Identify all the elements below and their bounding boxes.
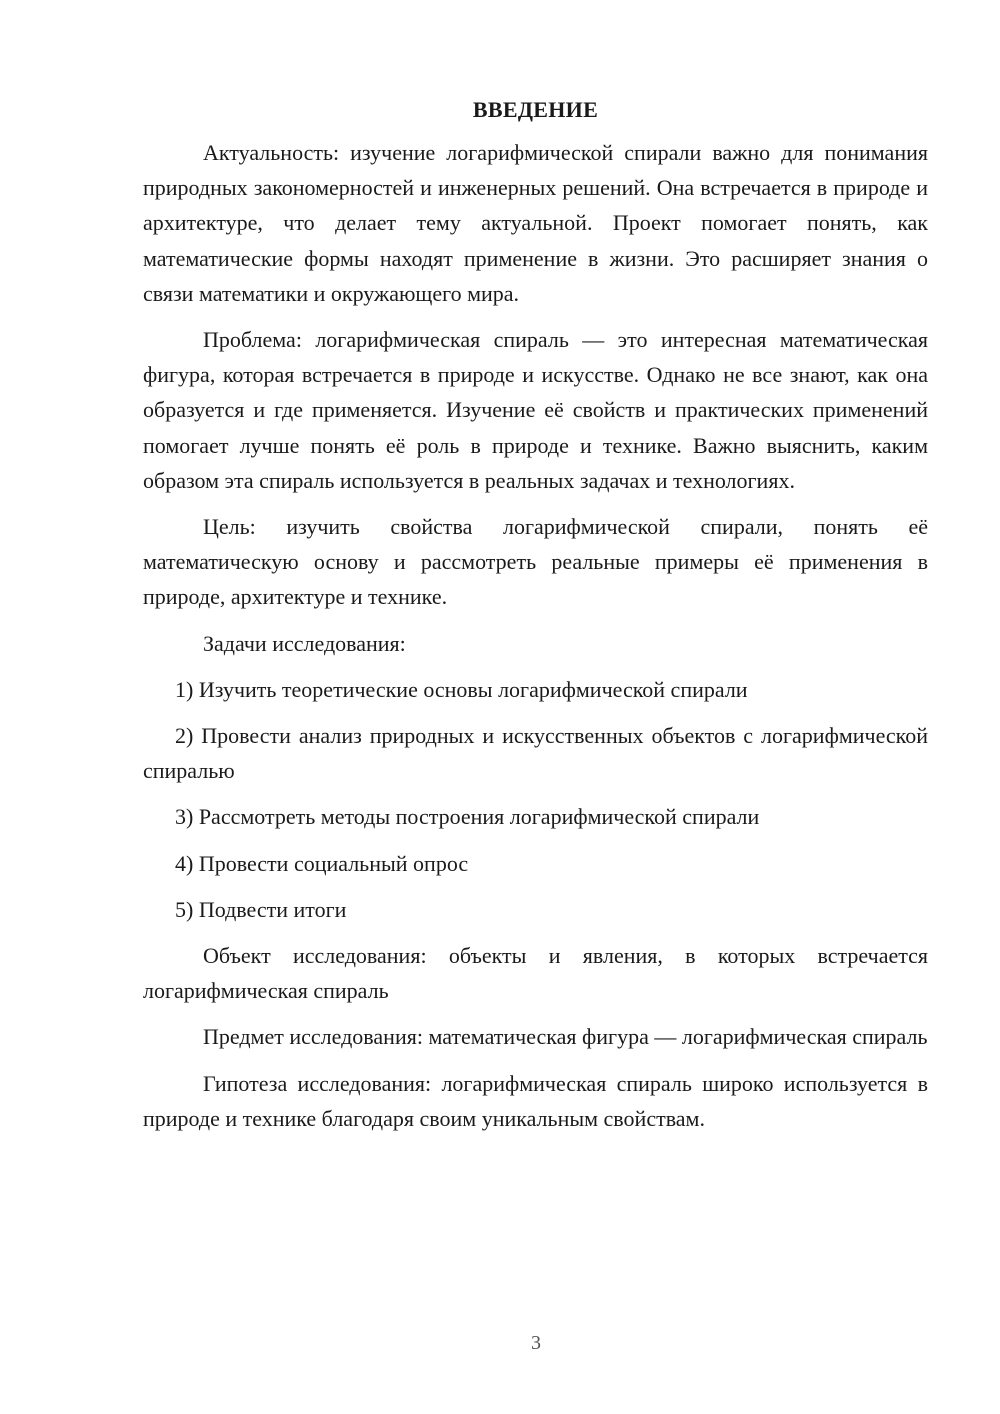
- task-item: 5) Подвести итоги: [175, 896, 347, 922]
- paragraph-relevance: Актуальность: изучение логарифмической спирали важно для понимания природных закономерностей и инженерных решений. Она встречается в природе и архитектуре, что делает тему актуальной. Проект помогает понять, как математические формы находят применение в жизни. Это расширяет знания о связи математики и окружающего мира.: [143, 140, 928, 306]
- paragraph-problem: Проблема: логарифмическая спираль — это интересная математическая фигура, которая встречается в природе и искусстве. Однако не все знают, как она образуется и где применяется. Изучение её свойств и практических применений помогает лучше понять её роль в природе и технике. Важно выяснить, каким образом эта спираль используется в реальных задачах и технологиях.: [143, 327, 928, 493]
- task-item: 3) Рассмотреть методы построения логарифмической спирали: [175, 804, 760, 830]
- task-item: 4) Провести социальный опрос: [175, 850, 469, 876]
- paragraph-goal: Цель: изучить свойства логарифмической спирали, понять её математическую основу и рассмотреть реальные примеры её применения в природе, архитектуре и технике.: [143, 514, 928, 610]
- page-number: 3: [531, 1332, 541, 1354]
- task-item: 1) Изучить теоретические основы логарифмической спирали: [175, 676, 748, 702]
- paragraph-object: Объект исследования: объекты и явления, в которых встречается логарифмическая спираль: [143, 943, 928, 1004]
- document-page: [143, 92, 928, 1136]
- task-item: 2) Провести анализ природных и искусственных объектов с логарифмической спиралью: [143, 723, 928, 784]
- tasks-title: Задачи исследования:: [203, 630, 406, 656]
- paragraph-subject: Предмет исследования: математическая фигура — логарифмическая спираль: [203, 1024, 928, 1050]
- page-title: ВВЕДЕНИЕ: [472, 97, 599, 122]
- paragraph-hypothesis: Гипотеза исследования: логарифмическая спираль широко используется в природе и технике благодаря своим уникальным свойствам.: [143, 1070, 928, 1131]
